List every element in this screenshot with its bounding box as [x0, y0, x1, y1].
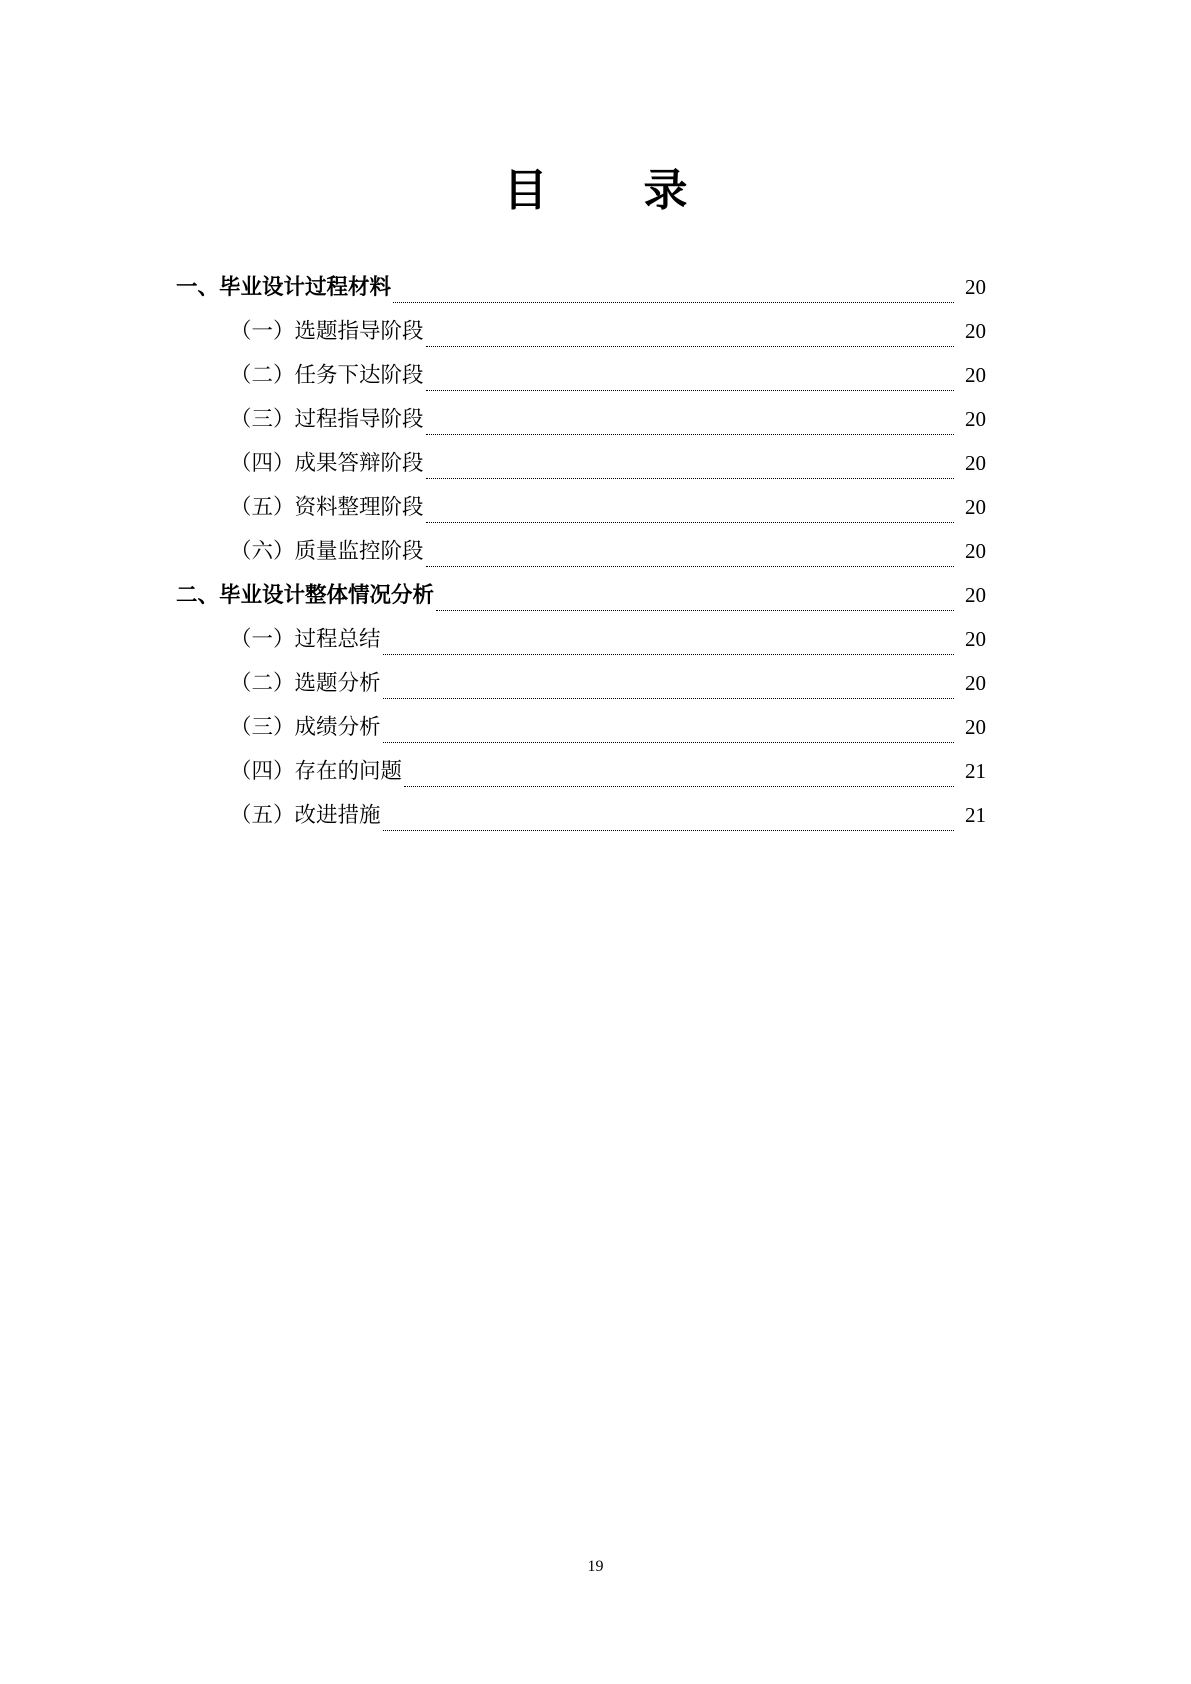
toc-entry[interactable] [176, 353, 986, 397]
toc-entry-label: （五）改进措施 [230, 803, 381, 827]
page-title: 目 录 [503, 166, 714, 215]
toc-entry[interactable] [176, 793, 986, 837]
toc-leader-dots [383, 653, 954, 655]
toc-leader-dots [426, 389, 954, 391]
toc-entry-label: （四）存在的问题 [230, 759, 403, 783]
toc-entry-page-number: 20 [965, 627, 986, 651]
toc-entry-label: （二）选题分析 [230, 671, 381, 695]
toc-entry[interactable] [176, 265, 986, 309]
toc-leader-dots [393, 301, 954, 303]
toc-leader-dots [426, 345, 954, 347]
toc-leader-dots [383, 741, 954, 743]
toc-entry[interactable] [176, 309, 986, 353]
toc-leader-dots [436, 609, 954, 611]
toc-entry-page-number: 20 [965, 451, 986, 475]
toc-entry-label: （五）资料整理阶段 [230, 495, 424, 519]
toc-entry[interactable] [176, 749, 986, 793]
toc-entry[interactable] [176, 397, 986, 441]
toc-entry[interactable] [176, 661, 986, 705]
toc-entry-label: （一）过程总结 [230, 627, 381, 651]
toc-entry[interactable] [176, 705, 986, 749]
toc-entry-page-number: 21 [965, 759, 986, 783]
toc-entry-label: 一、毕业设计过程材料 [176, 275, 392, 299]
footer-page-number: 19 [587, 1558, 604, 1575]
toc-entry-page-number: 20 [965, 495, 986, 519]
toc-leader-dots [426, 565, 954, 567]
toc-leader-dots [383, 697, 954, 699]
toc-leader-dots [426, 433, 954, 435]
toc-entry-label: （三）过程指导阶段 [230, 407, 424, 431]
toc-entry-page-number: 20 [965, 407, 986, 431]
toc-entry-page-number: 20 [965, 715, 986, 739]
toc-entry[interactable] [176, 441, 986, 485]
toc-entry[interactable] [176, 573, 986, 617]
toc-entry[interactable] [176, 485, 986, 529]
toc-entry-page-number: 20 [965, 539, 986, 563]
toc-entry-label: 二、毕业设计整体情况分析 [176, 583, 435, 607]
toc-entry-label: （二）任务下达阶段 [230, 363, 424, 387]
toc-leader-dots [383, 829, 954, 831]
toc-entry-page-number: 21 [965, 803, 986, 827]
toc-entry-label: （六）质量监控阶段 [230, 539, 424, 563]
toc-entry[interactable] [176, 529, 986, 573]
toc-entry-page-number: 20 [965, 363, 986, 387]
toc-entry-label: （一）选题指导阶段 [230, 319, 424, 343]
table-of-contents [176, 265, 986, 837]
toc-entry-page-number: 20 [965, 319, 986, 343]
toc-leader-dots [426, 521, 954, 523]
toc-entry-page-number: 20 [965, 583, 986, 607]
toc-entry-label: （三）成绩分析 [230, 715, 381, 739]
toc-leader-dots [426, 477, 954, 479]
toc-entry-page-number: 20 [965, 275, 986, 299]
toc-entry-label: （四）成果答辩阶段 [230, 451, 424, 475]
toc-entry-page-number: 20 [965, 671, 986, 695]
toc-leader-dots [404, 785, 954, 787]
toc-entry[interactable] [176, 617, 986, 661]
